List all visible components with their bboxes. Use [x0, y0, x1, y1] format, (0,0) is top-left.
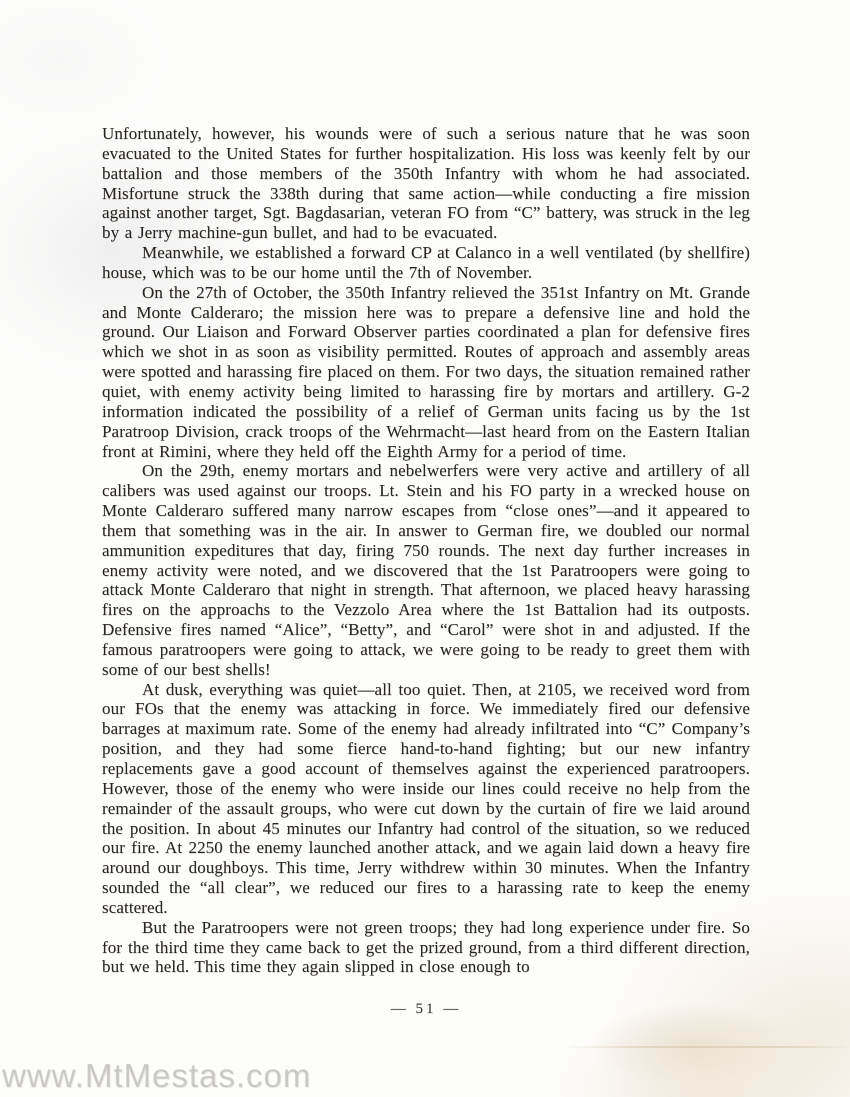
- paragraph: On the 27th of October, the 350th Infantry relieved the 351st Infantry on Mt. Grande and Monte Calderaro; the mission here was to prepare a defensive line and hold the ground. Our Liaison and Forward Observer parties coordinated a plan for defensive fires which we shot in as soon as visibility permitted. Routes of approach and assembly areas were spotted and harassing fire placed on them. For two days, the situation remained rather quiet, with enemy activity being limited to harassing fire by mortars and artillery. G-2 information indicated the possibility of a relief of German units facing us by the 1st Paratroop Division, crack troops of the Wehrmacht—last heard from on the Eastern Italian front at Rimini, where they held off the Eighth Army for a period of time.: [102, 282, 750, 461]
- paragraph: On the 29th, enemy mortars and nebelwerfers were very active and artillery of all calibers was used against our troops. Lt. Stein and his FO party in a wrecked house on Monte Calderaro suffered many narrow escapes from “close ones”—and it appeared to them that something was in the air. In answer to German fire, we doubled our normal ammunition expeditures that day, firing 750 rounds. The next day further increases in enemy activity were noted, and we discovered that the 1st Paratroopers were going to attack Monte Calderaro that night in strength. That afternoon, we placed heavy harassing fires on the approachs to the Vezzolo Area where the 1st Battalion had its outposts. Defensive fires named “Alice”, “Betty”, and “Carol” were shot in and adjusted. If the famous paratroopers were going to attack, we were going to be ready to greet them with some of our best shells!: [102, 461, 750, 679]
- watermark: www.MtMestas.com: [2, 1057, 312, 1094]
- paragraph: Meanwhile, we established a forward CP at Calanco in a well ventilated (by shellfire) house, which was to be our home until the 7th of November.: [102, 243, 750, 282]
- page-number: — 51 —: [390, 1001, 462, 1017]
- page-body-text: [102, 124, 750, 977]
- paragraph: Unfortunately, however, his wounds were of such a serious nature that he was soon evacuated to the United States for further hospitalization. His loss was keenly felt by our battalion and those members of the 350th Infantry with whom he had associated. Misfortune struck the 338th during that same action—while conducting a fire mission against another target, Sgt. Bagdasarian, veteran FO from “C” battery, was struck in the leg by a Jerry machine-gun bullet, and had to be evacuated.: [102, 124, 750, 243]
- scan-artifact: [560, 1046, 850, 1048]
- paragraph: At dusk, everything was quiet—all too quiet. Then, at 2105, we received word from our FOs that the enemy was attacking in force. We immediately fired our defensive barrages at maximum rate. Some of the enemy had already infiltrated into “C” Company’s position, and they had some fierce hand-to-hand fighting; but our new infantry replacements gave a good account of themselves against the experienced paratroopers. However, those of the enemy who were inside our lines could receive no help from the remainder of the assault groups, who were cut down by the curtain of fire we laid around the position. In about 45 minutes our Infantry had control of the situation, so we reduced our fire. At 2250 the enemy launched another attack, and we again laid down a heavy fire around our doughboys. This time, Jerry withdrew within 30 minutes. When the Infantry sounded the “all clear”, we reduced our fires to a harassing rate to keep the enemy scattered.: [102, 679, 750, 917]
- paragraph: But the Paratroopers were not green troops; they had long experience under fire. So for the third time they came back to get the prized ground, from a third different direction, but we held. This time they again slipped in close enough to: [102, 917, 750, 977]
